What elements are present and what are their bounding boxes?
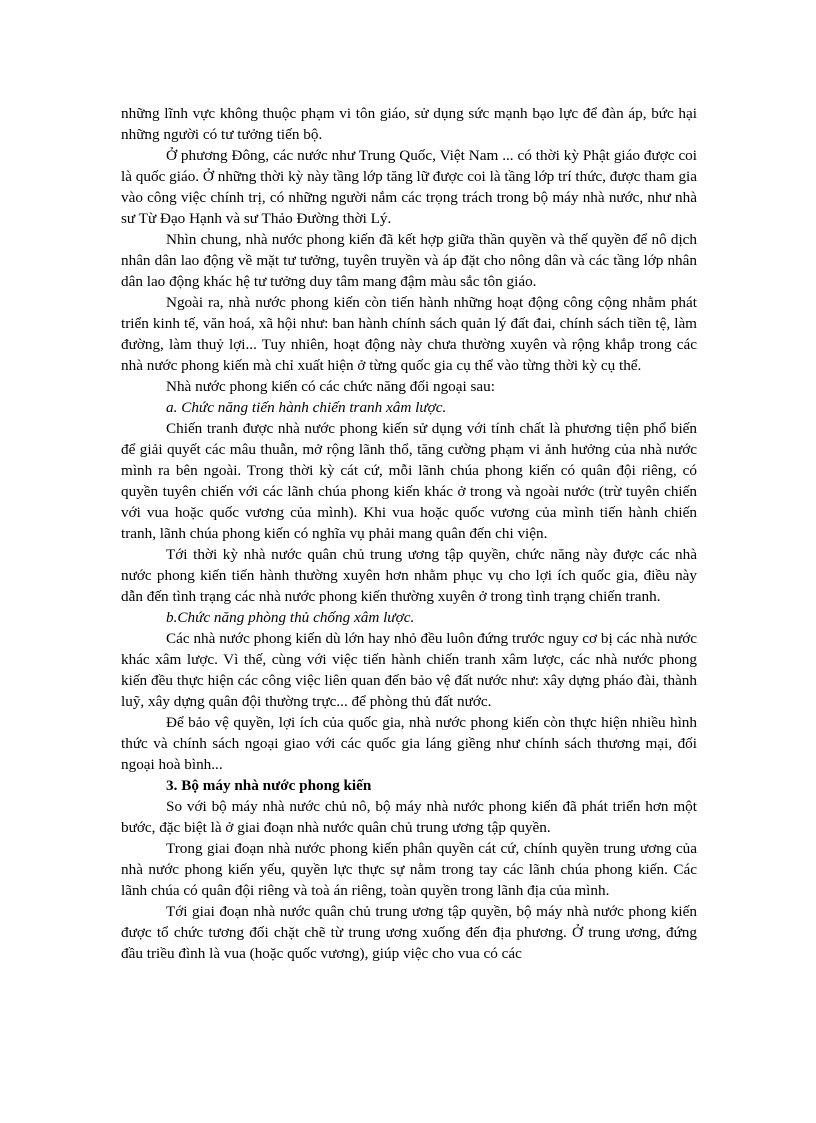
section-heading-3: 3. Bộ máy nhà nước phong kiến [166,777,372,794]
paragraph-11: Để bảo vệ quyền, lợi ích của quốc gia, nhà nước phong kiến còn thực hiện nhiều hình thức và chính sách ngoại giao với các quốc gia láng giềng như chính sách thương mại, đối ngoại hoà bình... [121,714,697,773]
paragraph-14: Trong giai đoạn nhà nước phong kiến phân quyền cát cứ, chính quyền trung ương của nhà nước phong kiến yếu, quyền lực thực sự nằm trong tay các lãnh chúa phong kiến. Các lãnh chúa có quân đội riêng và toà án riêng, toàn quyền trong lãnh địa của mình. [121,840,697,899]
paragraph-8: Tới thời kỳ nhà nước quân chủ trung ương tập quyền, chức năng này được các nhà nước phong kiến tiến hành thường xuyên hơn nhằm phục vụ cho lợi ích quốc gia, điều này dẫn đến tình trạng các nhà nước phong kiến thường xuyên ở trong tình trạng chiến tranh. [121,546,697,605]
paragraph-1: những lĩnh vực không thuộc phạm vi tôn giáo, sử dụng sức mạnh bạo lực để đàn áp, bức hại những người có tư tưởng tiến bộ. [121,105,697,143]
paragraph-15: Tới giai đoạn nhà nước quân chủ trung ương tập quyền, bộ máy nhà nước phong kiến được tổ chức tương đối chặt chẽ từ trung ương xuống đến địa phương. Ở trung ương, đứng đầu triều đình là vua (hoặc quốc vương), giúp việc cho vua có các [121,903,697,962]
subheading-b: b.Chức năng phòng thủ chống xâm lược. [166,609,415,626]
paragraph-4: Ngoài ra, nhà nước phong kiến còn tiến hành những hoạt động công cộng nhằm phát triển kinh tế, văn hoá, xã hội như: ban hành chính sách quản lý đất đai, chính sách tiền tệ, làm đường, làm thuỷ lợi... Tuy nhiên, hoạt động này chưa thường xuyên và rộng khắp trong các nhà nước phong kiến mà chỉ xuất hiện ở từng quốc gia cụ thể vào từng thời kỳ cụ thể. [121,294,697,374]
paragraph-2: Ở phương Đông, các nước như Trung Quốc, Việt Nam ... có thời kỳ Phật giáo được coi là quốc giáo. Ở những thời kỳ này tầng lớp tăng lữ được coi là tầng lớp trí thức, được tham gia vào công việc chính trị, có những người nắm các trọng trách trong bộ máy nhà nước, như nhà sư Từ Đạo Hạnh và sư Thảo Đường thời Lý. [121,147,697,227]
paragraph-7: Chiến tranh được nhà nước phong kiến sử dụng với tính chất là phương tiện phổ biến để giải quyết các mâu thuẫn, mở rộng lãnh thổ, tăng cường phạm vi ảnh hưởng của nhà nước mình ra bên ngoài. Trong thời kỳ cát cứ, mỗi lãnh chúa phong kiến có quân đội riêng, có quyền tuyên chiến với các lãnh chúa phong kiến khác ở trong và ngoài nước (trừ tuyên chiến với vua hoặc quốc vương của mình). Khi vua hoặc quốc vương của mình tiến hành chiến tranh, lãnh chúa phong kiến có nghĩa vụ phải mang quân đến chi viện. [121,420,697,542]
paragraph-10: Các nhà nước phong kiến dù lớn hay nhỏ đều luôn đứng trước nguy cơ bị các nhà nước khác xâm lược. Vì thế, cùng với việc tiến hành chiến tranh xâm lược, các nhà nước phong kiến đều thực hiện các công việc liên quan đến bảo vệ đất nước như: xây dựng pháo đài, thành luỹ, xây dựng quân đội thường trực... để phòng thủ đất nước. [121,630,697,710]
paragraph-5: Nhà nước phong kiến có các chức năng đối ngoại sau: [166,378,495,395]
document-page [121,103,697,964]
paragraph-3: Nhìn chung, nhà nước phong kiến đã kết hợp giữa thần quyền và thế quyền để nô dịch nhân dân lao động về mặt tư tưởng, tuyên truyền và áp đặt cho nông dân và các tầng lớp nhân dân lao động khác hệ tư tưởng duy tâm mang đậm màu sắc tôn giáo. [121,231,697,290]
subheading-a: a. Chức năng tiến hành chiến tranh xâm lược. [166,399,447,416]
paragraph-13: So với bộ máy nhà nước chủ nô, bộ máy nhà nước phong kiến đã phát triển hơn một bước, đặc biệt là ở giai đoạn nhà nước quân chủ trung ương tập quyền. [121,798,697,836]
